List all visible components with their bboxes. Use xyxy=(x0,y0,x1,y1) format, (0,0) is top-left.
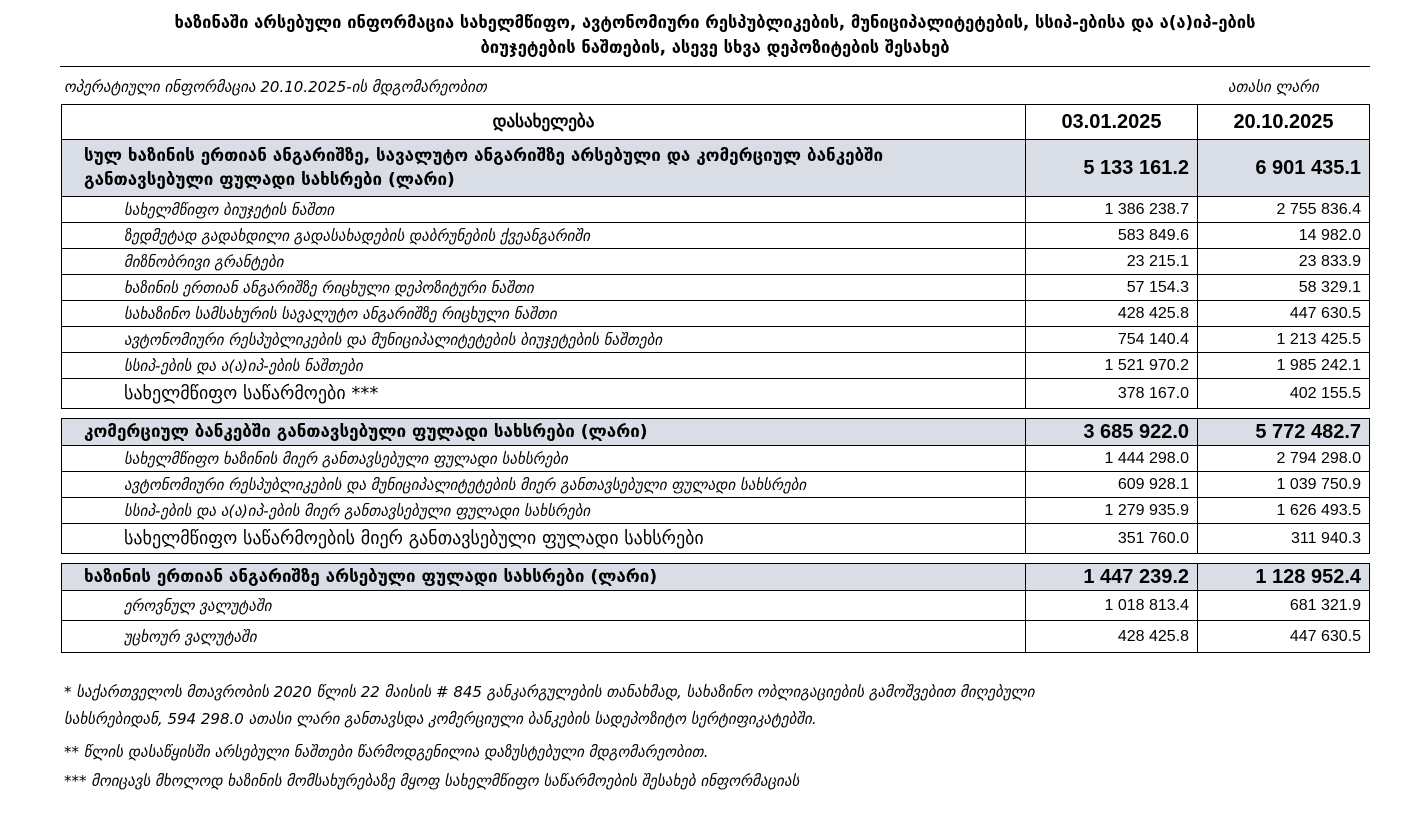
row-label: ხაზინის ერთიან ანგარიშზე რიცხული დეპოზიტური ნაშთი xyxy=(62,275,1026,301)
row-value-date-1: 583 849.6 xyxy=(1026,223,1198,249)
units-note: ათასი ლარი xyxy=(1228,78,1319,96)
row-value-date-1: 609 928.1 xyxy=(1026,472,1198,498)
row-value-date-1: 1 279 935.9 xyxy=(1026,498,1198,524)
report-date-note: ოპერატიული ინფორმაცია 20.10.2025-ის მდგომარეობით xyxy=(64,78,487,96)
row-label: სახელმწიფო საწარმოების მიერ განთავსებული ფულადი სახსრები xyxy=(62,524,1026,554)
table-row xyxy=(62,223,1370,249)
table-row xyxy=(62,591,1370,621)
row-label: ავტონომიური რესპუბლიკების და მუნიციპალიტეტების ბიუჯეტების ნაშთები xyxy=(62,327,1026,353)
row-value-date-1: 378 167.0 xyxy=(1026,379,1198,409)
row-value-date-2: 23 833.9 xyxy=(1198,249,1370,275)
row-label: ავტონომიური რესპუბლიკების და მუნიციპალიტეტების მიერ განთავსებული ფულადი სახსრები xyxy=(62,472,1026,498)
table-row xyxy=(62,301,1370,327)
section-value-date-1: 3 685 922.0 xyxy=(1026,419,1198,446)
row-value-date-1: 351 760.0 xyxy=(1026,524,1198,554)
row-value-date-2: 58 329.1 xyxy=(1198,275,1370,301)
row-value-date-1: 1 386 238.7 xyxy=(1026,197,1198,223)
row-value-date-2: 402 155.5 xyxy=(1198,379,1370,409)
table-row xyxy=(62,524,1370,554)
row-label: სახაზინო სამსახურის სავალუტო ანგარიშზე რიცხული ნაშთი xyxy=(62,301,1026,327)
table-row xyxy=(62,498,1370,524)
section-label: სულ ხაზინის ერთიან ანგარიშზე, სავალუტო ანგარიშზე არსებული და კომერციულ ბანკებში განთავსებული ფულადი სახსრები (ლარი) xyxy=(62,140,1026,197)
row-label: ეროვნულ ვალუტაში xyxy=(62,591,1026,621)
column-header-name: დასახელება xyxy=(62,105,1026,140)
row-label: სახელმწიფო ხაზინის მიერ განთავსებული ფულადი სახსრები xyxy=(62,446,1026,472)
row-value-date-1: 23 215.1 xyxy=(1026,249,1198,275)
table-row xyxy=(62,379,1370,409)
row-label: სახელმწიფო ბიუჯეტის ნაშთი xyxy=(62,197,1026,223)
row-value-date-2: 1 039 750.9 xyxy=(1198,472,1370,498)
footnote-2: ** წლის დასაწყისში არსებული ნაშთები წარმოდგენილია დაზუსტებული მდგომარეობით. xyxy=(64,743,709,761)
row-value-date-1: 1 018 813.4 xyxy=(1026,591,1198,621)
footnote-1 xyxy=(64,679,1364,733)
report-title-line-2: ბიუჯეტების ნაშთების, ასევე სხვა დეპოზიტების შესახებ xyxy=(480,38,950,57)
footnote-1-line-2: სახსრებიდან, 594 298.0 ათასი ლარი განთავსდა კომერციული ბანკების სადეპოზიტო სერტიფიკატებში. xyxy=(64,710,817,728)
row-label: მიზნობრივი გრანტები xyxy=(62,249,1026,275)
row-value-date-2: 447 630.5 xyxy=(1198,621,1370,653)
table-row xyxy=(62,446,1370,472)
section-total-row xyxy=(62,419,1370,446)
section-value-date-2: 1 128 952.4 xyxy=(1198,564,1370,591)
section-spacer xyxy=(62,409,1370,419)
row-value-date-2: 14 982.0 xyxy=(1198,223,1370,249)
table-row xyxy=(62,275,1370,301)
section-total-row xyxy=(62,564,1370,591)
row-value-date-2: 447 630.5 xyxy=(1198,301,1370,327)
row-value-date-1: 754 140.4 xyxy=(1026,327,1198,353)
table-row xyxy=(62,353,1370,379)
balances-table xyxy=(61,104,1370,653)
row-value-date-2: 1 213 425.5 xyxy=(1198,327,1370,353)
table-row xyxy=(62,197,1370,223)
table-row xyxy=(62,472,1370,498)
row-value-date-2: 681 321.9 xyxy=(1198,591,1370,621)
footnote-1-line-1: * საქართველოს მთავრობის 2020 წლის 22 მაისის # 845 განკარგულების თანახმად, სახაზინო ობლიგაციების გამოშვებით მიღებული xyxy=(64,683,1035,701)
row-value-date-1: 1 444 298.0 xyxy=(1026,446,1198,472)
section-total-row xyxy=(62,140,1370,197)
title-divider xyxy=(60,66,1370,67)
column-header-date-2: 20.10.2025 xyxy=(1198,105,1370,140)
row-label: სსიპ-ების და ა(ა)იპ-ების მიერ განთავსებული ფულადი სახსრები xyxy=(62,498,1026,524)
section-value-date-2: 5 772 482.7 xyxy=(1198,419,1370,446)
table-row xyxy=(62,249,1370,275)
section-label: ხაზინის ერთიან ანგარიშზე არსებული ფულადი სახსრები (ლარი) xyxy=(62,564,1026,591)
row-value-date-2: 311 940.3 xyxy=(1198,524,1370,554)
row-value-date-2: 2 755 836.4 xyxy=(1198,197,1370,223)
table-row xyxy=(62,621,1370,653)
row-value-date-2: 2 794 298.0 xyxy=(1198,446,1370,472)
section-value-date-1: 5 133 161.2 xyxy=(1026,140,1198,197)
report-title xyxy=(60,10,1370,60)
row-label: უცხოურ ვალუტაში xyxy=(62,621,1026,653)
table-header-row xyxy=(62,105,1370,140)
row-value-date-1: 428 425.8 xyxy=(1026,621,1198,653)
row-value-date-2: 1 626 493.5 xyxy=(1198,498,1370,524)
section-value-date-2: 6 901 435.1 xyxy=(1198,140,1370,197)
section-spacer xyxy=(62,554,1370,564)
row-label: ზედმეტად გადახდილი გადასახადების დაბრუნების ქვეანგარიში xyxy=(62,223,1026,249)
section-label: კომერციულ ბანკებში განთავსებული ფულადი სახსრები (ლარი) xyxy=(62,419,1026,446)
row-value-date-2: 1 985 242.1 xyxy=(1198,353,1370,379)
row-value-date-1: 1 521 970.2 xyxy=(1026,353,1198,379)
column-header-date-1: 03.01.2025 xyxy=(1026,105,1198,140)
table-row xyxy=(62,327,1370,353)
footnote-3: *** მოიცავს მხოლოდ ხაზინის მომსახურებაზე მყოფ სახელმწიფო საწარმოების შესახებ ინფორმაციას xyxy=(64,772,800,790)
row-label: სახელმწიფო საწარმოები *** xyxy=(62,379,1026,409)
row-value-date-1: 57 154.3 xyxy=(1026,275,1198,301)
section-value-date-1: 1 447 239.2 xyxy=(1026,564,1198,591)
row-label: სსიპ-ების და ა(ა)იპ-ების ნაშთები xyxy=(62,353,1026,379)
report-title-line-1: ხაზინაში არსებული ინფორმაცია სახელმწიფო, ავტონომიური რესპუბლიკების, მუნიციპალიტეტების, სსიპ-ებისა და ა(ა)იპ-ების xyxy=(174,13,1256,32)
row-value-date-1: 428 425.8 xyxy=(1026,301,1198,327)
